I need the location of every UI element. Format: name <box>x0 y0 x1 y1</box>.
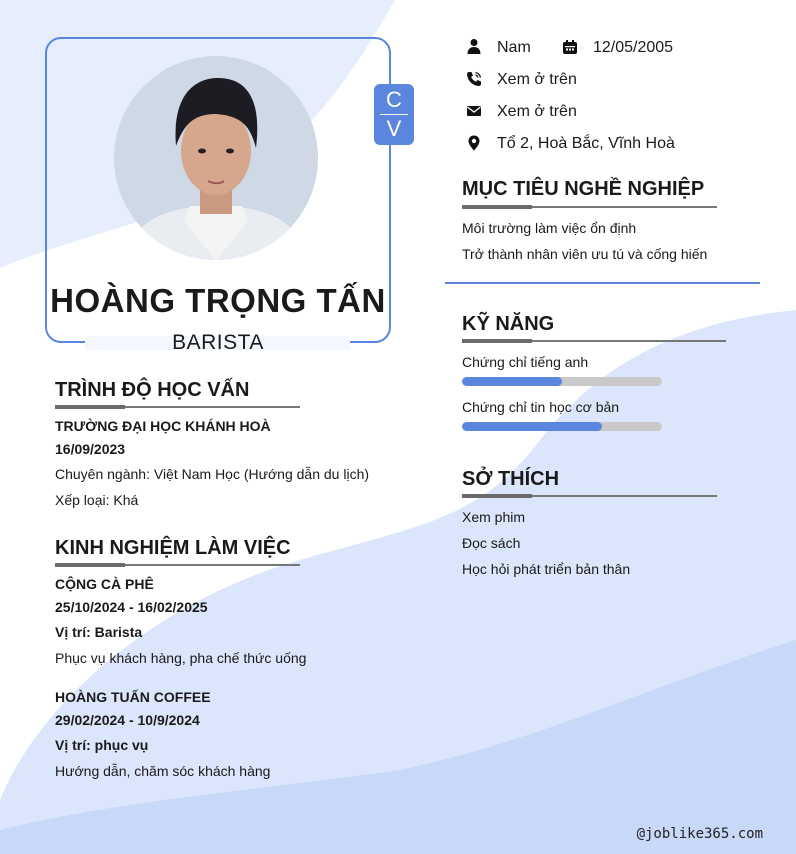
hobby-item: Đọc sách <box>462 535 521 551</box>
objective-line: Môi trường làm việc ổn định <box>462 220 637 236</box>
objective-line: Trở thành nhân viên ưu tú và cống hiến <box>462 246 708 262</box>
job-description: Phục vụ khách hàng, pha chế thức uống <box>55 650 307 666</box>
address-text: Tổ 2, Hoà Bắc, Vĩnh Hoà <box>497 135 675 152</box>
education-rule <box>55 406 300 408</box>
skill-bar <box>462 422 662 431</box>
objective-rule <box>462 206 717 208</box>
user-icon <box>466 38 482 54</box>
gender-text: Nam <box>497 39 531 56</box>
cv-badge-divider <box>380 114 408 115</box>
watermark-text: @joblike365.com <box>636 826 763 842</box>
candidate-name: HOÀNG TRỌNG TẤN <box>50 282 386 319</box>
objective-title: MỤC TIÊU NGHỀ NGHIỆP <box>462 178 705 200</box>
hobby-item: Học hỏi phát triển bản thân <box>462 561 631 577</box>
avatar <box>114 56 318 260</box>
job-company: HOÀNG TUẤN COFFEE <box>55 689 211 705</box>
skill-label: Chứng chỉ tin học cơ bản <box>462 399 620 415</box>
candidate-role: BARISTA <box>172 331 264 354</box>
hobby-item: Xem phim <box>462 509 526 525</box>
cv-badge-bottom: V <box>386 116 402 141</box>
cv-badge <box>374 84 414 145</box>
skill-bar <box>462 377 662 386</box>
education-date: 16/09/2023 <box>55 441 126 457</box>
education-major: Chuyên ngành: Việt Nam Học (Hướng dẫn du lịch) <box>55 466 370 482</box>
experience-rule <box>55 564 300 566</box>
phone-icon <box>466 71 482 87</box>
skill-bar-fill <box>462 422 602 431</box>
job-position: Vị trí: phục vụ <box>55 737 149 753</box>
cv-badge-top: C <box>386 87 402 112</box>
education-school: TRƯỜNG ĐẠI HỌC KHÁNH HOÀ <box>55 418 271 434</box>
skill-bar-fill <box>462 377 562 386</box>
experience-title: KINH NGHIỆM LÀM VIỆC <box>55 537 291 559</box>
birthdate-text: 12/05/2005 <box>593 39 674 56</box>
education-grade: Xếp loại: Khá <box>55 492 139 508</box>
calendar-icon <box>562 39 578 55</box>
education-title: TRÌNH ĐỘ HỌC VẤN <box>55 379 250 401</box>
job-company: CỘNG CÀ PHÊ <box>55 576 154 592</box>
map-pin-icon <box>466 135 482 151</box>
skills-rule <box>462 340 726 342</box>
email-text: Xem ở trên <box>497 103 577 120</box>
skill-label: Chứng chỉ tiếng anh <box>462 354 589 370</box>
skills-title: KỸ NĂNG <box>462 313 555 335</box>
job-description: Hướng dẫn, chăm sóc khách hàng <box>55 763 271 779</box>
mail-icon <box>466 103 482 119</box>
section-divider <box>445 282 760 284</box>
phone-text: Xem ở trên <box>497 71 577 88</box>
hobbies-title: SỞ THÍCH <box>462 468 560 490</box>
job-period: 25/10/2024 - 16/02/2025 <box>55 599 208 615</box>
hobbies-rule <box>462 495 717 497</box>
job-period: 29/02/2024 - 10/9/2024 <box>55 712 200 728</box>
job-position: Vị trí: Barista <box>55 624 143 640</box>
